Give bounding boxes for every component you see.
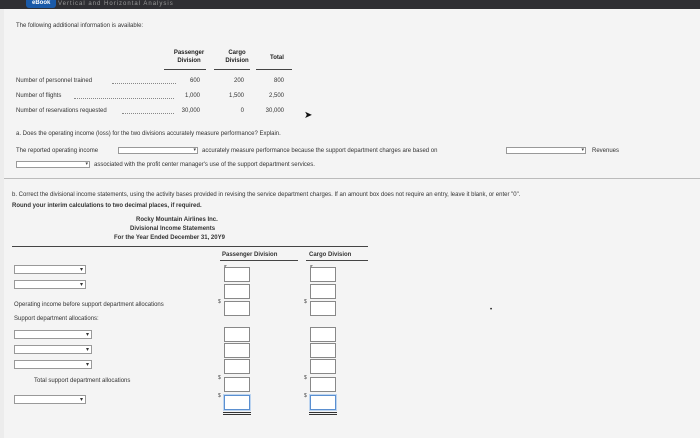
cargo-result[interactable] — [310, 395, 336, 410]
currency-sign: $ — [304, 299, 307, 305]
op-income-label: Operating income before support department allocations — [14, 302, 164, 308]
part-b-instruction: b. Correct the divisional income statements, using the activity bases provided in revising the service department charges. If an amount box does not require an entry, leave it blank, or enter "0". — [12, 192, 521, 198]
chevron-down-icon: ▾ — [581, 147, 584, 153]
header-rule — [164, 69, 206, 70]
passenger-op-income[interactable] — [224, 301, 250, 316]
cargo-amount-1[interactable] — [310, 267, 336, 282]
cursor-dot-icon: • — [490, 307, 493, 313]
chevron-down-icon: ▾ — [79, 267, 83, 273]
part-a-prefix: The reported operating income — [16, 148, 99, 154]
cargo-support-1[interactable] — [310, 327, 336, 342]
chevron-down-icon: ▾ — [85, 332, 89, 338]
leader-dots — [74, 98, 174, 99]
cargo-op-income[interactable] — [310, 301, 336, 316]
support-dropdown-3[interactable] — [14, 360, 92, 369]
cargo-support-2[interactable] — [310, 343, 336, 358]
passenger-support-3[interactable] — [224, 359, 250, 374]
support-alloc-label: Support department allocations: — [14, 316, 99, 322]
top-bar — [0, 0, 700, 9]
part-b-rounding: Round your interim calculations to two decimal places, if required. — [12, 203, 202, 209]
passenger-amount-2[interactable] — [224, 284, 250, 299]
row-label-personnel: Number of personnel trained — [16, 78, 93, 84]
statement-rule — [12, 246, 368, 247]
double-underline — [223, 412, 251, 413]
header-total: Total — [270, 55, 284, 61]
double-underline — [309, 412, 337, 413]
cargo-support-3[interactable] — [310, 359, 336, 374]
passenger-amount-1[interactable] — [224, 267, 250, 282]
chevron-down-icon: ▾ — [85, 347, 89, 353]
statement-name: Divisional Income Statements — [130, 226, 216, 232]
currency-sign: $ — [218, 375, 221, 381]
part-a-dropdown-2[interactable] — [506, 147, 586, 154]
header-rule — [214, 69, 250, 70]
section-divider — [4, 178, 700, 179]
passenger-support-1[interactable] — [224, 327, 250, 342]
chevron-down-icon: ▾ — [79, 397, 83, 403]
part-a-middle: accurately measure performance because the support department charges are based on — [202, 148, 438, 154]
chevron-down-icon: ▾ — [79, 282, 83, 288]
currency-sign: $ — [304, 393, 307, 399]
chevron-down-icon: ▾ — [85, 161, 88, 167]
intro-text: The following additional information is available: — [16, 23, 144, 29]
cell-value: 600 — [189, 78, 200, 84]
total-support-label: Total support department allocations — [34, 378, 131, 384]
ebook-tab[interactable]: eBook — [26, 0, 56, 8]
passenger-total-support[interactable] — [224, 377, 250, 392]
header-cargo: Cargo Division — [225, 50, 249, 64]
cell-value: 800 — [273, 78, 284, 84]
chevron-down-icon: ▾ — [193, 147, 196, 153]
leader-dots — [112, 83, 176, 84]
currency-sign: $ — [218, 393, 221, 399]
chevron-down-icon: ▾ — [85, 362, 89, 368]
line-item-dropdown-2[interactable] — [14, 280, 86, 289]
currency-sign: $ — [218, 299, 221, 305]
cell-value: 0 — [240, 108, 244, 114]
line-item-dropdown-1[interactable] — [14, 265, 86, 274]
col-rule — [306, 260, 368, 261]
cargo-amount-2[interactable] — [310, 284, 336, 299]
currency-sign: $ — [304, 375, 307, 381]
part-a-dropdown-1[interactable] — [118, 147, 198, 154]
header-rule — [256, 69, 292, 70]
cell-value: 30,000 — [265, 108, 284, 114]
col-passenger: Passenger Division — [222, 252, 278, 258]
double-underline — [223, 414, 251, 415]
part-a-dropdown-3[interactable] — [16, 161, 90, 168]
question-page — [4, 9, 700, 438]
row-label-flights: Number of flights — [16, 93, 62, 99]
cell-value: 1,000 — [184, 93, 200, 99]
mouse-cursor-icon: ➤ — [304, 110, 313, 121]
leader-dots — [122, 113, 174, 114]
cell-value: 30,000 — [181, 108, 200, 114]
double-underline — [309, 414, 337, 415]
faded-header: Vertical and Horizontal Analysis — [58, 1, 174, 7]
passenger-support-2[interactable] — [224, 343, 250, 358]
statement-period: For the Year Ended December 31, 20Y9 — [114, 235, 225, 241]
part-a-line2: associated with the profit center manager's use of the support department services. — [94, 162, 315, 168]
cell-value: 2,500 — [268, 93, 284, 99]
header-passenger: Passenger Division — [173, 50, 205, 64]
col-cargo: Cargo Division — [309, 252, 352, 258]
row-label-reservations: Number of reservations requested — [16, 108, 107, 114]
company-name: Rocky Mountain Airlines Inc. — [136, 217, 218, 223]
col-rule — [220, 260, 298, 261]
part-a-question: a. Does the operating income (loss) for the two divisions accurately measure performance? Explain. — [16, 131, 281, 137]
support-dropdown-2[interactable] — [14, 345, 92, 354]
cargo-total-support[interactable] — [310, 377, 336, 392]
part-a-suffix: Revenues — [592, 148, 620, 154]
support-dropdown-1[interactable] — [14, 330, 92, 339]
cell-value: 200 — [233, 78, 244, 84]
result-dropdown[interactable] — [14, 395, 86, 404]
cell-value: 1,500 — [228, 93, 244, 99]
passenger-result[interactable] — [224, 395, 250, 410]
